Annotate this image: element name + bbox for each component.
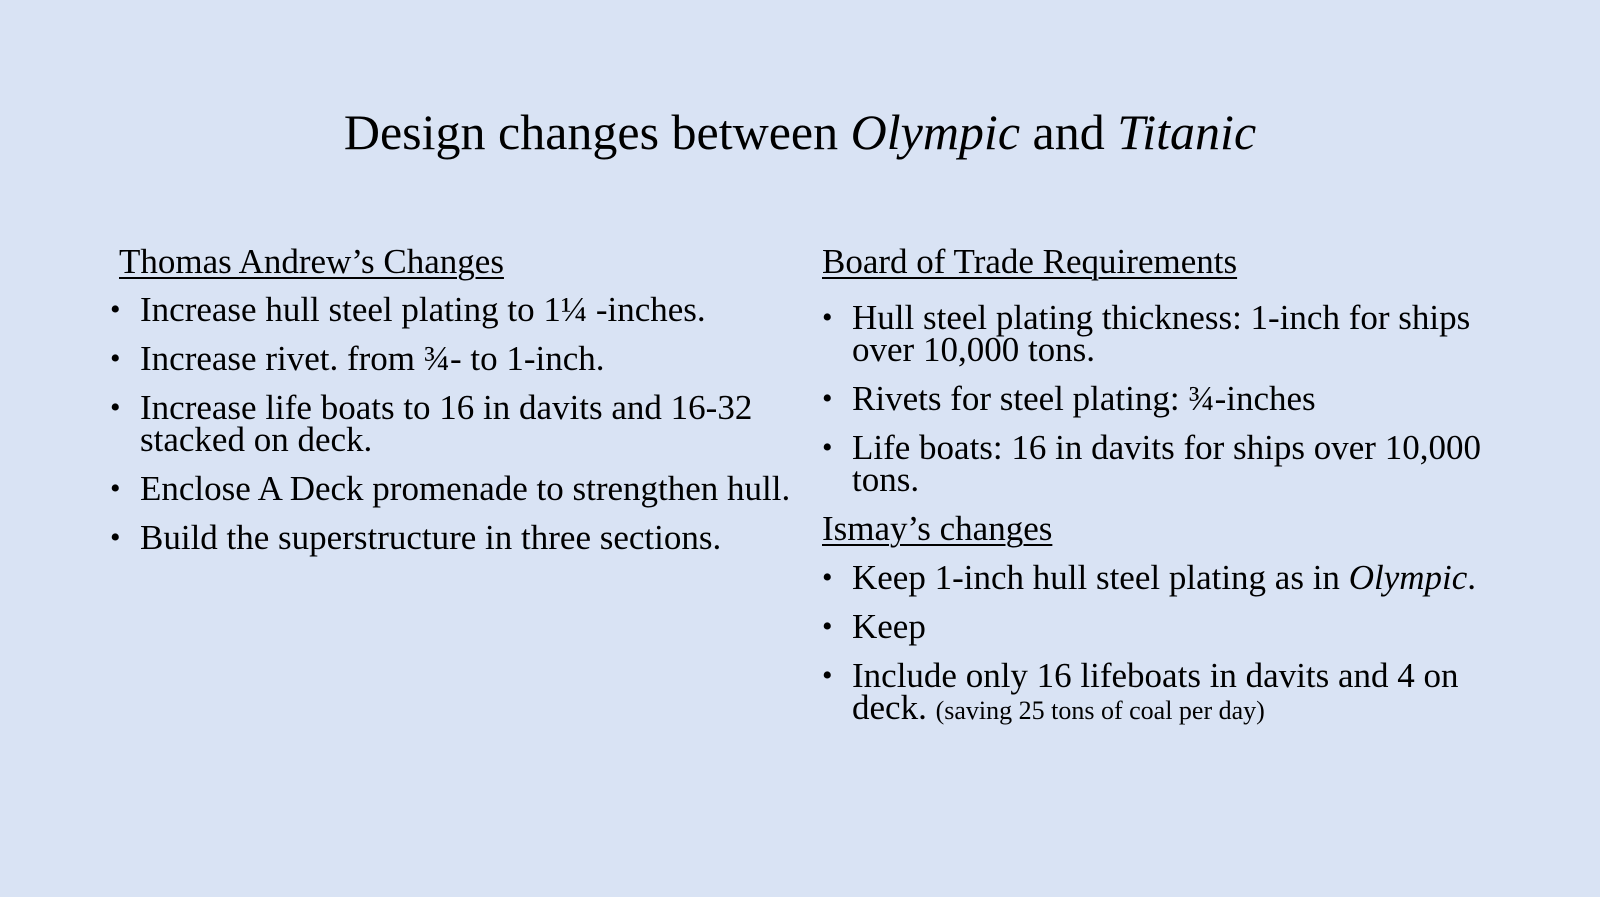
- bullet-icon: •: [822, 301, 833, 334]
- board-of-trade-list: [822, 298, 1522, 499]
- bullet-icon: •: [822, 610, 833, 643]
- list-item-text: Life boats: 16 in davits for ships over 10,000 tons.: [852, 428, 1481, 499]
- list-item-text: Increase rivet. from ¾- to 1-inch.: [140, 339, 605, 378]
- list-item: [822, 558, 1522, 597]
- list-item-text: Enclose A Deck promenade to strengthen hull.: [140, 469, 791, 508]
- title-ship-titanic: Titanic: [1117, 104, 1257, 160]
- list-item: [110, 518, 800, 557]
- ismay-changes-heading: Ismay’s changes: [822, 509, 1053, 548]
- title-prefix: Design changes between: [343, 104, 851, 160]
- list-item-text: Increase life boats to 16 in davits and 16-32 stacked on deck.: [140, 388, 753, 459]
- title-middle: and: [1020, 104, 1118, 160]
- list-item-text: Hull steel plating thickness: 1-inch for ships over 10,000 tons.: [852, 298, 1471, 369]
- list-item-text: Keep: [852, 607, 926, 646]
- bullet-icon: •: [110, 391, 121, 424]
- title-ship-olympic: Olympic: [850, 104, 1021, 160]
- list-item-text: Rivets for steel plating: ¾-inches: [852, 379, 1316, 418]
- list-item: [822, 298, 1522, 369]
- andrews-changes-list: [110, 290, 800, 557]
- list-item: [822, 379, 1522, 418]
- list-item-text: Include only 16 lifeboats in davits and 4 on deck.: [852, 656, 1459, 727]
- list-item: [110, 388, 800, 459]
- list-item-text: Increase hull steel plating to 1¼ -inches.: [140, 290, 706, 329]
- list-item-text: Keep 1-inch hull steel plating as in: [852, 558, 1349, 597]
- list-item: [110, 469, 800, 508]
- bullet-icon: •: [110, 472, 121, 505]
- bullet-icon: •: [110, 521, 121, 554]
- list-item: [822, 428, 1522, 499]
- list-item: [110, 339, 800, 378]
- list-item: [110, 290, 800, 329]
- bullet-icon: •: [110, 293, 121, 326]
- ship-name-olympic: Olympic: [1348, 558, 1468, 597]
- right-column: [822, 242, 1522, 727]
- list-item-text-end: .: [1467, 558, 1477, 597]
- andrews-changes-heading: Thomas Andrew’s Changes: [119, 242, 504, 281]
- list-item: [822, 656, 1522, 727]
- bullet-icon: •: [822, 431, 833, 464]
- slide-title: [0, 102, 1600, 162]
- coal-savings-note: (saving 25 tons of coal per day): [935, 696, 1265, 725]
- list-item-text: Build the superstructure in three sections.: [140, 518, 722, 557]
- bullet-icon: •: [822, 561, 833, 594]
- left-column: [110, 242, 800, 557]
- ismay-changes-list: [822, 558, 1522, 727]
- bullet-icon: •: [822, 659, 833, 692]
- list-item: [822, 607, 1522, 646]
- bullet-icon: •: [822, 382, 833, 415]
- board-of-trade-heading: Board of Trade Requirements: [822, 242, 1238, 281]
- bullet-icon: •: [110, 342, 121, 375]
